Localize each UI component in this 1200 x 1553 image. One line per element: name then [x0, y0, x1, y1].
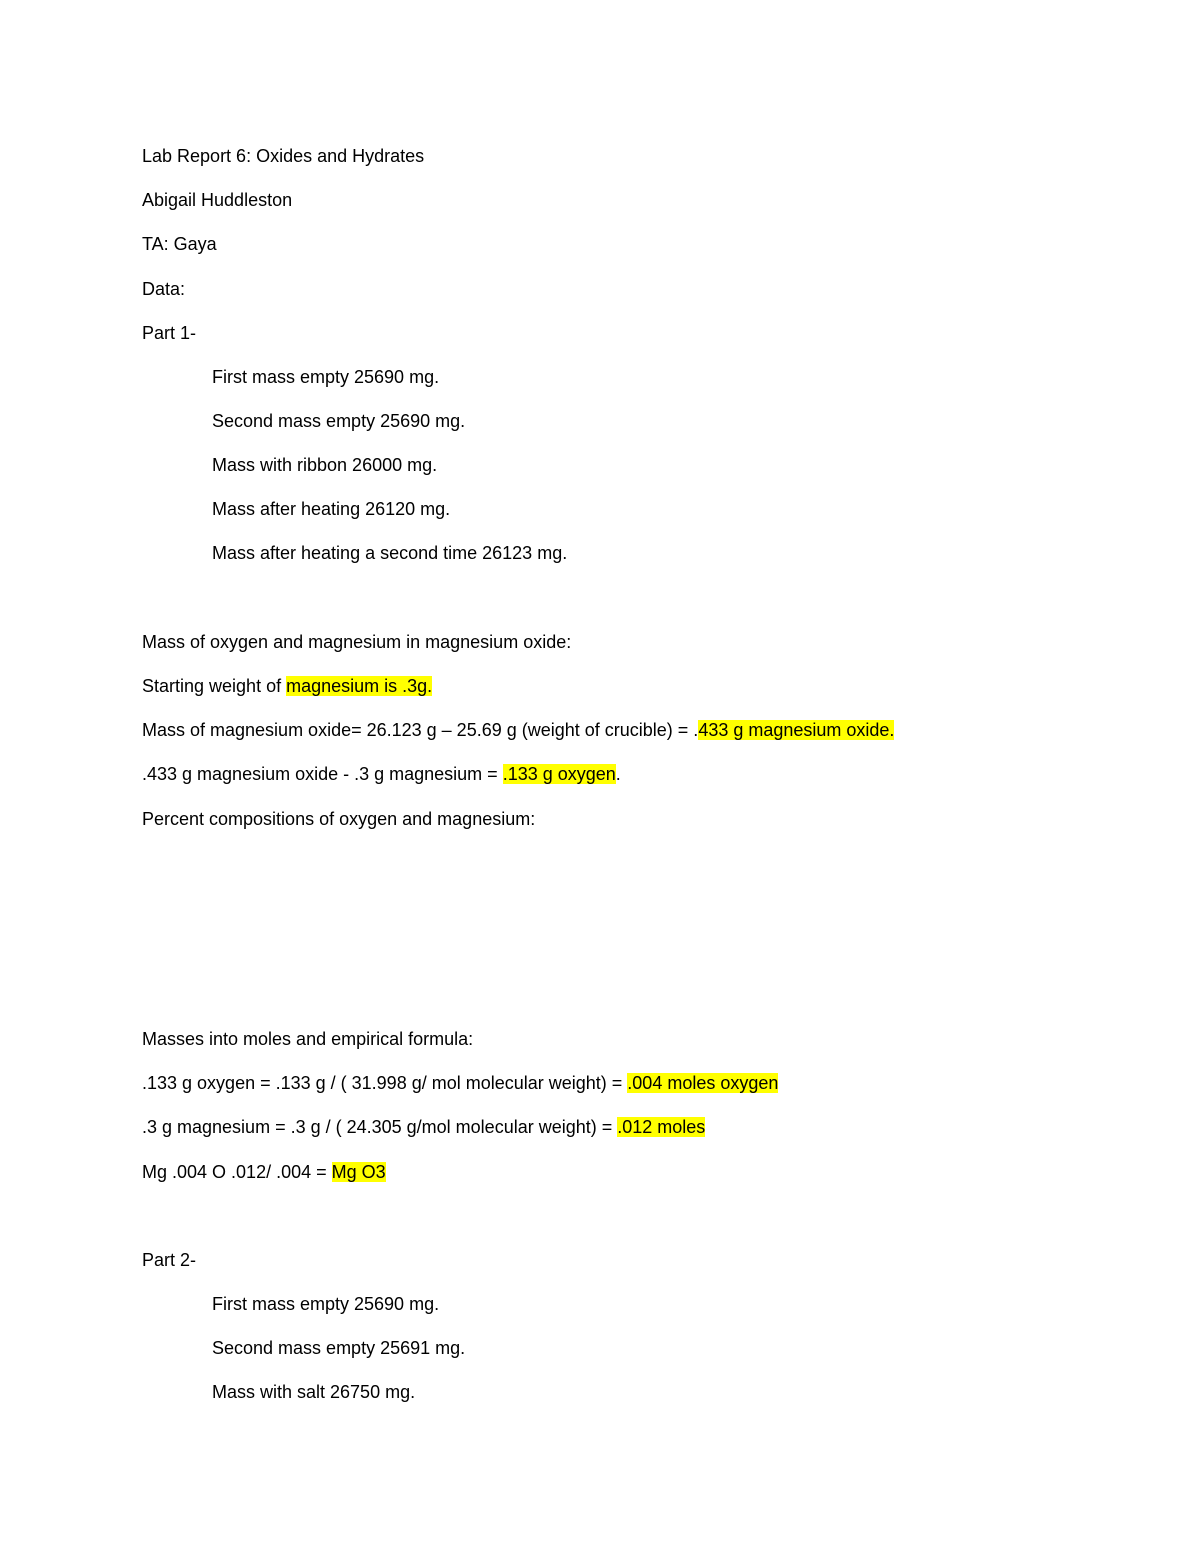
part1-item-mass-after-heating: Mass after heating 26120 mg. — [212, 499, 451, 519]
moles-section-heading: Masses into moles and empirical formula: — [142, 1029, 474, 1049]
oxygen-moles-text: .133 g oxygen = .133 g / ( 31.998 g/ mol molecular weight) = — [142, 1073, 628, 1093]
oxygen-moles-line — [142, 1071, 778, 1095]
oxide-mass-text: Mass of magnesium oxide= 26.123 g – 25.69 g (weight of crucible) = . — [142, 720, 699, 740]
mass-section-heading: Mass of oxygen and magnesium in magnesium oxide: — [142, 632, 572, 652]
oxide-mass-line — [142, 718, 894, 742]
percent-heading: Percent compositions of oxygen and magnesium: — [142, 809, 536, 829]
part1-item-mass-with-ribbon: Mass with ribbon 26000 mg. — [212, 455, 438, 475]
part2-item-second-mass: Second mass empty 25691 mg. — [212, 1338, 466, 1358]
magnesium-moles-line — [142, 1115, 705, 1139]
data-heading: Data: — [142, 279, 186, 299]
magnesium-moles-highlight: .012 moles — [617, 1117, 706, 1137]
oxygen-mass-highlight: .133 g oxygen — [502, 764, 616, 784]
part2-item-first-mass: First mass empty 25690 mg. — [212, 1294, 440, 1314]
part2-heading: Part 2- — [142, 1250, 197, 1270]
oxide-mass-highlight: 433 g magnesium oxide. — [698, 720, 895, 740]
starting-weight-line — [142, 674, 432, 698]
starting-weight-highlight: magnesium is .3g. — [286, 676, 433, 696]
part2-item-mass-with-salt: Mass with salt 26750 mg. — [212, 1382, 416, 1402]
empirical-formula-highlight: Mg O3 — [331, 1162, 386, 1182]
ta-name: TA: Gaya — [142, 234, 217, 254]
document-title: Lab Report 6: Oxides and Hydrates — [142, 146, 425, 166]
oxygen-mass-suffix: . — [615, 764, 621, 784]
part1-item-second-mass: Second mass empty 25690 mg. — [212, 411, 466, 431]
magnesium-moles-text: .3 g magnesium = .3 g / ( 24.305 g/mol molecular weight) = — [142, 1117, 618, 1137]
author-name: Abigail Huddleston — [142, 190, 293, 210]
empirical-formula-line — [142, 1160, 386, 1184]
empirical-formula-text: Mg .004 O .012/ .004 = — [142, 1162, 332, 1182]
starting-weight-text: Starting weight of — [142, 676, 287, 696]
part1-item-mass-after-second-heating: Mass after heating a second time 26123 mg. — [212, 543, 568, 563]
part1-item-first-mass: First mass empty 25690 mg. — [212, 367, 440, 387]
oxygen-mass-text: .433 g magnesium oxide - .3 g magnesium = — [142, 764, 503, 784]
part1-heading: Part 1- — [142, 323, 197, 343]
oxygen-moles-highlight: .004 moles oxygen — [627, 1073, 779, 1093]
oxygen-mass-line — [142, 762, 621, 786]
